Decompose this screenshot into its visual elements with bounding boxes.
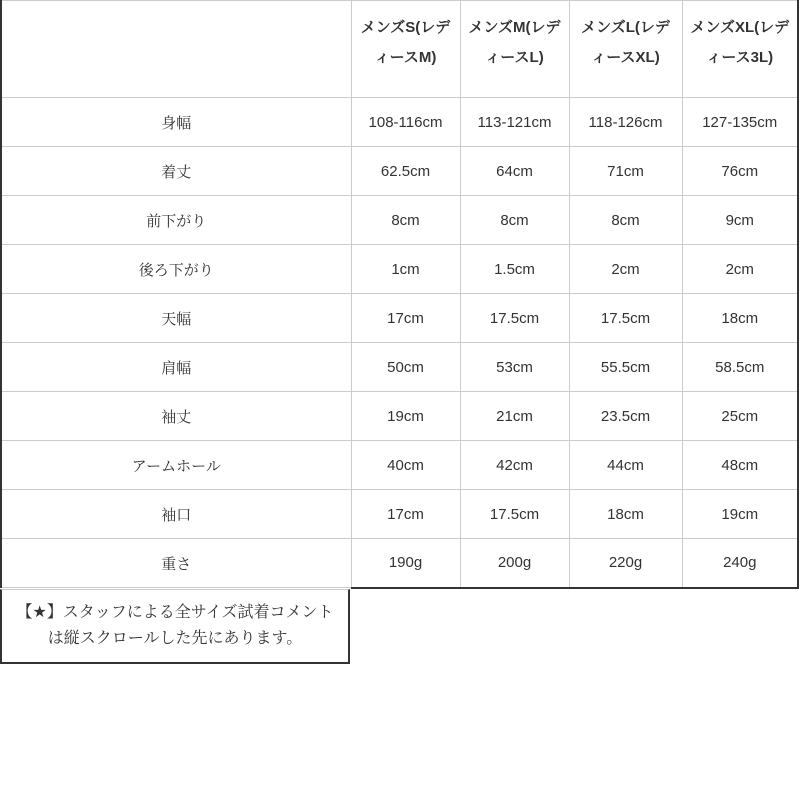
measurement-cell: 17cm	[351, 294, 460, 343]
note-line-1: 【★】スタッフによる全サイズ試着コメント	[16, 603, 334, 621]
measurement-cell: 58.5cm	[682, 343, 798, 392]
row-label: 肩幅	[1, 343, 351, 392]
measurement-cell: 1cm	[351, 245, 460, 294]
measurement-cell: 44cm	[569, 441, 682, 490]
measurement-cell: 8cm	[351, 196, 460, 245]
measurement-cell: 17.5cm	[460, 294, 569, 343]
measurement-cell: 2cm	[569, 245, 682, 294]
header-col-2: メンズM(レディースL)	[460, 1, 569, 98]
measurement-cell: 64cm	[460, 147, 569, 196]
table-row	[1, 98, 798, 147]
measurement-cell: 71cm	[569, 147, 682, 196]
table-row	[1, 245, 798, 294]
table-row	[1, 196, 798, 245]
row-label: 天幅	[1, 294, 351, 343]
measurement-cell: 19cm	[682, 490, 798, 539]
table-row	[1, 294, 798, 343]
table-row	[1, 392, 798, 441]
measurement-cell: 18cm	[682, 294, 798, 343]
measurement-cell: 190g	[351, 539, 460, 588]
measurement-cell: 9cm	[682, 196, 798, 245]
row-label: アームホール	[1, 441, 351, 490]
measurement-cell: 18cm	[569, 490, 682, 539]
row-label: 前下がり	[1, 196, 351, 245]
measurement-cell: 17.5cm	[460, 490, 569, 539]
measurement-cell: 2cm	[682, 245, 798, 294]
header-col-4: メンズXL(レディース3L)	[682, 1, 798, 98]
measurement-cell: 23.5cm	[569, 392, 682, 441]
header-empty-cell	[1, 1, 351, 98]
table-row	[1, 147, 798, 196]
measurement-cell: 127-135cm	[682, 98, 798, 147]
row-label: 着丈	[1, 147, 351, 196]
measurement-cell: 220g	[569, 539, 682, 588]
measurement-cell: 42cm	[460, 441, 569, 490]
measurement-cell: 21cm	[460, 392, 569, 441]
measurement-cell: 113-121cm	[460, 98, 569, 147]
measurement-cell: 76cm	[682, 147, 798, 196]
table-row	[1, 441, 798, 490]
measurement-cell: 19cm	[351, 392, 460, 441]
table-row	[1, 539, 798, 588]
measurement-cell: 8cm	[569, 196, 682, 245]
measurement-cell: 40cm	[351, 441, 460, 490]
measurement-cell: 53cm	[460, 343, 569, 392]
measurement-cell: 48cm	[682, 441, 798, 490]
measurement-cell: 17cm	[351, 490, 460, 539]
measurement-cell: 1.5cm	[460, 245, 569, 294]
measurement-cell: 50cm	[351, 343, 460, 392]
row-label: 後ろ下がり	[1, 245, 351, 294]
row-label: 重さ	[1, 539, 351, 588]
row-label: 袖口	[1, 490, 351, 539]
header-col-1: メンズS(レディースM)	[351, 1, 460, 98]
row-label: 身幅	[1, 98, 351, 147]
measurement-cell: 25cm	[682, 392, 798, 441]
note-line-2: は縦スクロールした先にあります。	[47, 629, 303, 647]
measurement-cell: 108-116cm	[351, 98, 460, 147]
measurement-cell: 17.5cm	[569, 294, 682, 343]
fitting-comment-note	[0, 589, 350, 664]
measurement-cell: 200g	[460, 539, 569, 588]
table-row	[1, 343, 798, 392]
measurement-cell: 55.5cm	[569, 343, 682, 392]
row-label: 袖丈	[1, 392, 351, 441]
size-table-body	[1, 98, 798, 588]
table-row	[1, 490, 798, 539]
measurement-cell: 8cm	[460, 196, 569, 245]
measurement-cell: 240g	[682, 539, 798, 588]
header-col-3: メンズL(レディースXL)	[569, 1, 682, 98]
header-row	[1, 1, 798, 98]
measurement-cell: 62.5cm	[351, 147, 460, 196]
measurement-cell: 118-126cm	[569, 98, 682, 147]
